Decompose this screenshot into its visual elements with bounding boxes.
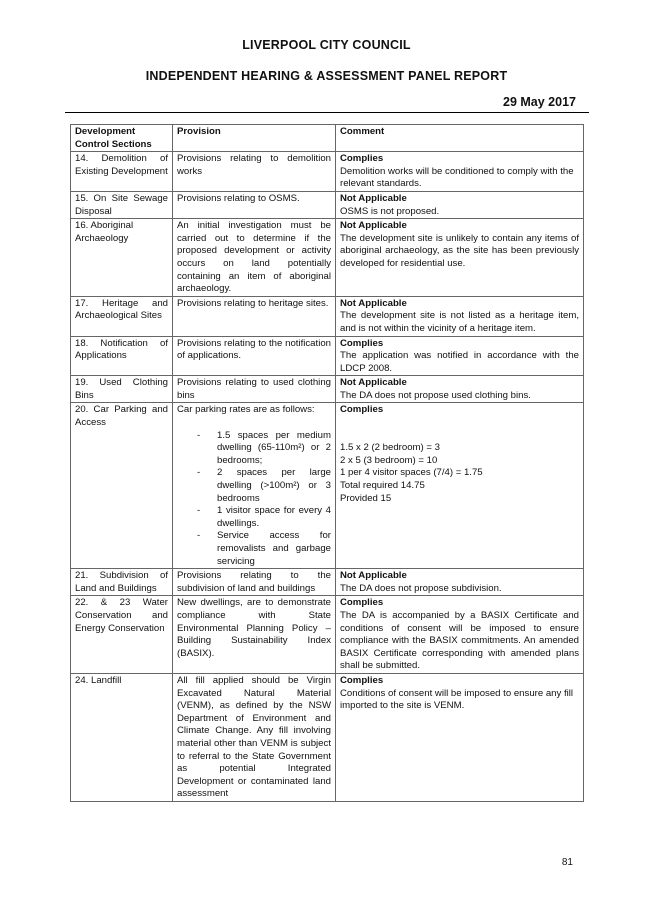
status-label: Not Applicable <box>340 297 407 309</box>
parking-rates-list <box>177 430 331 569</box>
table-row <box>71 219 584 297</box>
provision-cell: New dwellings, are to demonstrate compliance with State Environmental Planning Policy – Building Sustainability Index (BASIX). <box>173 596 336 674</box>
provision-cell: Provisions relating to heritage sites. <box>173 296 336 336</box>
comment-cell <box>336 191 584 218</box>
header-rule <box>65 112 589 113</box>
comment-cell <box>336 596 584 674</box>
table-row <box>71 596 584 674</box>
comment-cell <box>336 673 584 801</box>
council-title: LIVERPOOL CITY COUNCIL <box>242 38 411 52</box>
table-header-row <box>71 125 584 152</box>
comment-cell <box>336 152 584 192</box>
report-title: INDEPENDENT HEARING & ASSESSMENT PANEL REPORT <box>145 69 508 83</box>
table-row <box>71 152 584 192</box>
provision-cell: Provisions relating to used clothing bins <box>173 376 336 403</box>
status-label: Not Applicable <box>340 570 407 582</box>
page-number: 81 <box>561 857 573 868</box>
provision-cell: All fill applied should be Virgin Excavated Natural Material (VENM), as defined by the NSW Department of Environment and Climate Change. Any fill involving material other than VENM is subject to referral to the State Government as potential Integrated Development or contaminated land assessment <box>173 673 336 801</box>
column-header-comment: Comment <box>336 125 584 152</box>
table-row <box>71 673 584 801</box>
column-header-section: Development Control Sections <box>71 125 173 152</box>
status-label: Not Applicable <box>340 220 407 232</box>
comment-text: The development site is not listed as a heritage item, and is not within the vicinity of a heritage item. <box>340 310 579 334</box>
comment-text: The DA does not propose subdivision. <box>340 582 502 594</box>
comment-text: The development site is unlikely to contain any items of aboriginal archaeology, as the site has been previously developed for residential use. <box>340 232 579 269</box>
comment-cell <box>336 403 584 569</box>
provision-cell: Provisions relating to the notification of applications. <box>173 336 336 376</box>
comment-text: The DA does not propose used clothing bins. <box>340 389 531 401</box>
section-cell: 15. On Site Sewage Disposal <box>71 191 173 218</box>
calc-line: 1 per 4 visitor spaces (7/4) = 1.75 <box>340 467 483 479</box>
provision-cell: Provisions relating to OSMS. <box>173 191 336 218</box>
dcp-compliance-table <box>70 124 584 802</box>
section-cell: 22. & 23 Water Conservation and Energy Conservation <box>71 596 173 674</box>
list-item: - 1.5 spaces per medium dwelling (65-110m²) or 2 bedrooms; <box>177 430 331 468</box>
comment-text: Demolition works will be conditioned to comply with the relevant standards. <box>340 165 574 190</box>
table-row <box>71 376 584 403</box>
table-row <box>71 296 584 336</box>
status-label: Complies <box>340 153 384 165</box>
section-cell: 21. Subdivision of Land and Buildings <box>71 569 173 596</box>
provision-cell <box>173 403 336 569</box>
status-label: Not Applicable <box>340 377 407 389</box>
list-item: - 2 spaces per large dwelling (>100m²) or 3 bedrooms <box>177 467 331 505</box>
calc-line: 1.5 x 2 (2 bedroom) = 3 <box>340 442 440 454</box>
comment-cell <box>336 569 584 596</box>
list-item: - 1 visitor space for every 4 dwellings. <box>177 505 331 530</box>
status-label: Complies <box>340 674 384 686</box>
calc-line: Provided 15 <box>340 492 392 504</box>
section-cell: 20. Car Parking and Access <box>71 403 173 569</box>
section-cell: 16. Aboriginal Archaeology <box>71 219 173 297</box>
column-header-provision: Provision <box>173 125 336 152</box>
status-label: Complies <box>340 404 384 416</box>
section-cell: 14. Demolition of Existing Development <box>71 152 173 192</box>
provision-cell: An initial investigation must be carried out to determine if the proposed development or activity occurs on land potentially containing an item of aboriginal archaeology. <box>173 219 336 297</box>
provision-cell: Provisions relating to demolition works <box>173 152 336 192</box>
status-label: Not Applicable <box>340 192 407 204</box>
comment-cell <box>336 376 584 403</box>
table-row <box>71 336 584 376</box>
calc-line: Total required 14.75 <box>340 480 425 492</box>
status-label: Complies <box>340 337 384 349</box>
provision-text: Car parking rates are as follows: <box>177 404 315 416</box>
list-item: - Service access for removalists and garbage servicing <box>177 530 331 568</box>
status-label: Complies <box>340 597 384 609</box>
comment-cell <box>336 336 584 376</box>
comment-cell <box>336 296 584 336</box>
table-row <box>71 403 584 569</box>
comment-text: Conditions of consent will be imposed to ensure any fill imported to the site is VENM. <box>340 687 574 712</box>
comment-text: The application was notified in accordance with the LDCP 2008. <box>340 350 579 374</box>
section-cell: 19. Used Clothing Bins <box>71 376 173 403</box>
provision-cell: Provisions relating to the subdivision of land and buildings <box>173 569 336 596</box>
report-date: 29 May 2017 <box>503 95 576 109</box>
section-cell: 17. Heritage and Archaeological Sites <box>71 296 173 336</box>
table-row <box>71 191 584 218</box>
table-row <box>71 569 584 596</box>
section-cell: 24. Landfill <box>71 673 173 801</box>
section-cell: 18. Notification of Applications <box>71 336 173 376</box>
comment-text: OSMS is not proposed. <box>340 205 440 217</box>
comment-text: The DA is accompanied by a BASIX Certificate and conditions of consent will be imposed to ensure compliance with the BASIX commitments. An amended BASIX Certificate corresponding with amended plans shall be submitted. <box>340 609 579 672</box>
calc-line: 2 x 5 (3 bedroom) = 10 <box>340 454 438 466</box>
comment-cell <box>336 219 584 297</box>
